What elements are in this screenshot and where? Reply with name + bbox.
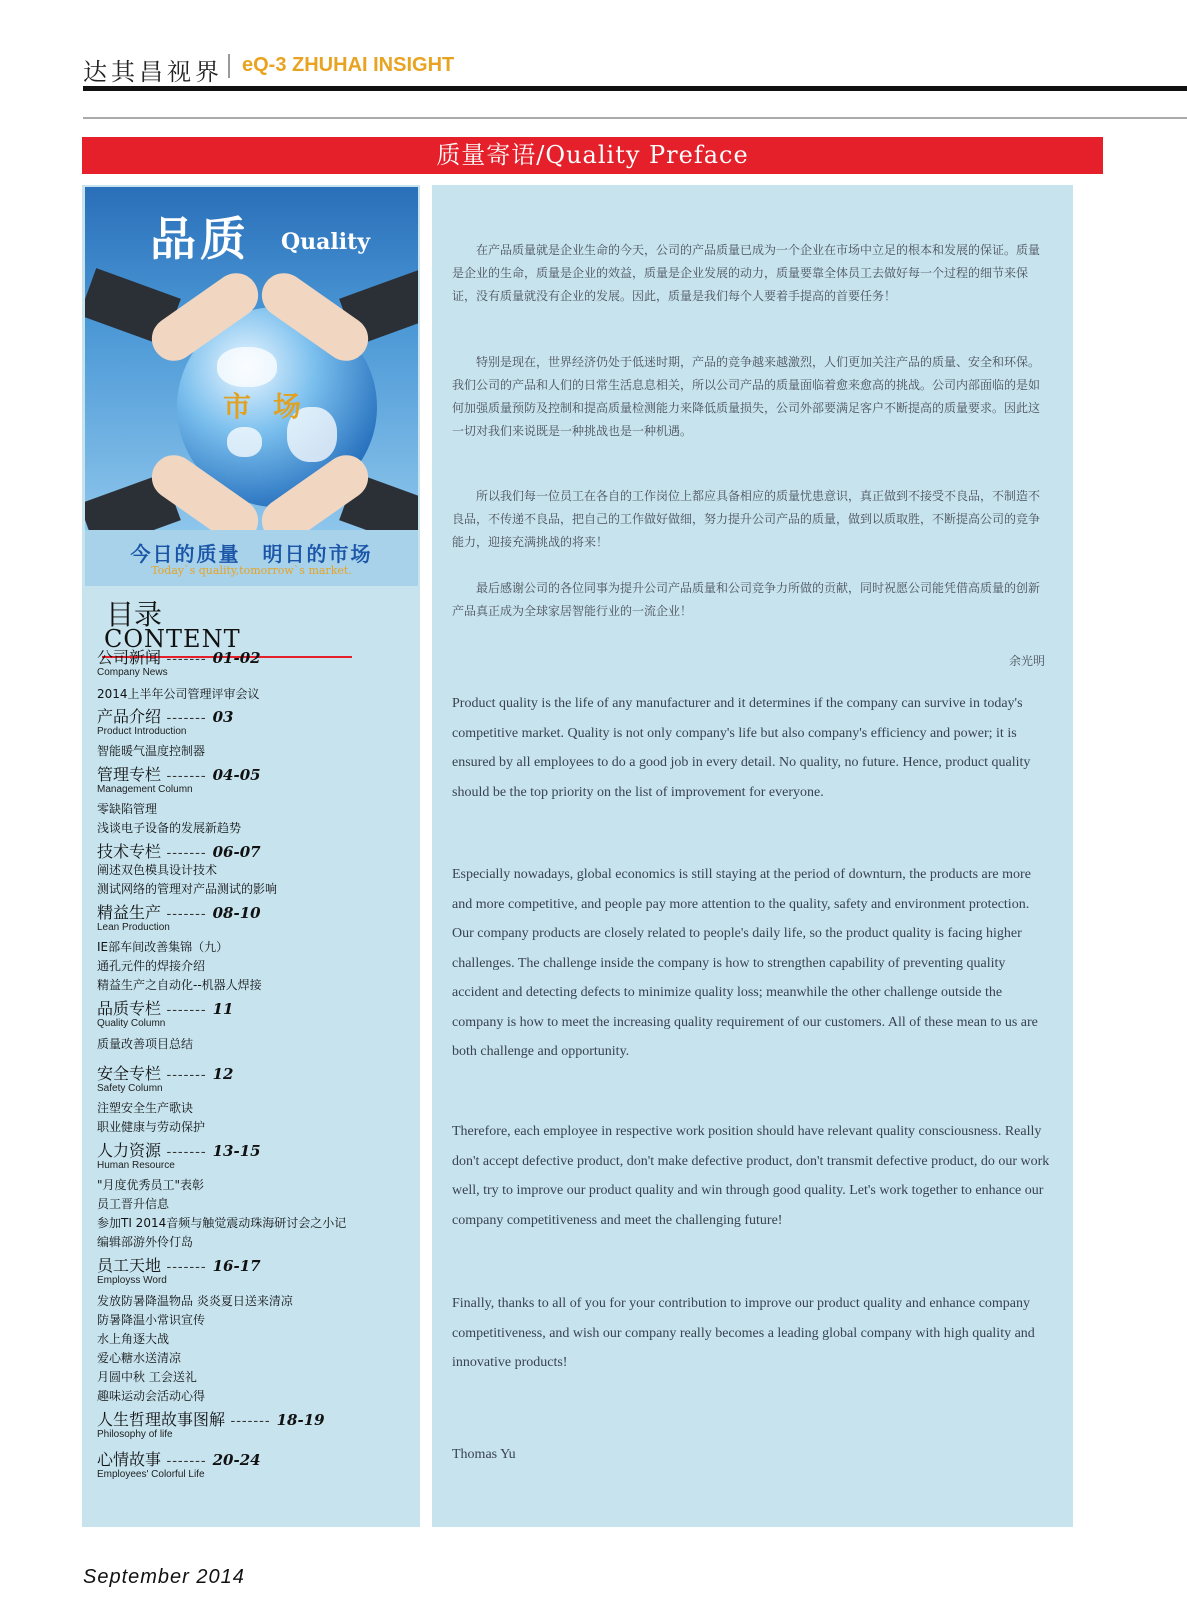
toc-section-pages: 12 xyxy=(212,1065,234,1083)
toc-article[interactable]: 通孔元件的焊接介绍 xyxy=(97,959,206,973)
toc-article[interactable]: IE部车间改善集锦（九） xyxy=(97,940,229,954)
cover-title-en: Quality xyxy=(281,229,371,255)
toc-article[interactable]: 参加TI 2014音频与触觉震动珠海研讨会之小记 xyxy=(97,1216,347,1230)
globe-text: 市场 xyxy=(223,390,324,423)
toc-section-title: 安全专栏 xyxy=(97,1064,162,1083)
toc-article[interactable]: 浅谈电子设备的发展新趋势 xyxy=(97,821,242,835)
toc-section-title: 人生哲理故事图解 xyxy=(97,1410,226,1429)
toc-section-pages: 20-24 xyxy=(212,1451,261,1469)
toc-section-title: 公司新闻 xyxy=(97,648,162,667)
header-rule-thin xyxy=(83,117,1187,119)
preface-cn-paragraph: 最后感谢公司的各位同事为提升公司产品质量和公司竞争力所做的贡献，同时祝愿公司能凭借高质量的创新产品真正成为全球家居智能行业的一流企业！ xyxy=(452,581,1041,618)
toc-section-pages: 01-02 xyxy=(212,649,261,667)
toc-article[interactable]: 职业健康与劳动保护 xyxy=(97,1120,206,1134)
toc-article[interactable]: 智能暖气温度控制器 xyxy=(97,744,206,758)
toc-section[interactable]: 员工天地 ------- 16-17 xyxy=(97,1256,261,1275)
toc-section[interactable]: 产品介绍 ------- 03 xyxy=(97,707,234,726)
toc-section-subtitle: Company News xyxy=(97,667,168,678)
preface-en-paragraph: Therefore, each employee in respective work position should have relevant quality consciousness. Really don't accept defective product, don't make defective product, don't transmit defective product, do our work well, try to improve our product quality and win through good quality. Let's work together to enhance our company competitiveness and meet the challenging future! xyxy=(452,1124,1050,1228)
toc-section-subtitle: Employees' Colorful Life xyxy=(97,1469,205,1480)
preface-cn-paragraph: 在产品质量就是企业生命的今天，公司的产品质量已成为一个企业在市场中立足的根本和发展的保证。质量是企业的生命，质量是企业的效益，质量是企业发展的动力，质量要靠全体员工去做好每一个过程的细节来保证，没有质量就没有企业的发展。因此，质量是我们每个人要着手提高的首要任务！ xyxy=(452,243,1041,303)
toc-article[interactable]: 爱心糖水送清凉 xyxy=(97,1351,182,1365)
toc-article[interactable]: 水上角逐大战 xyxy=(97,1332,170,1346)
cover-image xyxy=(85,187,418,532)
toc-article[interactable]: 月圆中秋 工会送礼 xyxy=(97,1370,197,1384)
preface-column xyxy=(432,185,1073,1527)
preface-en-paragraph: Especially nowadays, global economics is still staying at the period of downturn, the products are more and more competitive, and people pay more attention to the quality, safety and environment protection. Our company products are closely related to people's daily life, so the product quality is facing higher challenges. The challenge inside the company is how to strengthen capability of preventing quality accident and detecting defects to minimize quality loss; meanwhile the other challenge outside the company is how to meet the increasing quality requirement of our customers. All of these mean to us are both challenge and opportunity. xyxy=(452,867,1038,1059)
toc-section-subtitle: Human Resource xyxy=(97,1160,175,1171)
preface-en-signature: Thomas Yu xyxy=(452,1447,516,1462)
toc-section-pages: 16-17 xyxy=(212,1257,261,1275)
header-rule-thick xyxy=(83,86,1187,91)
toc-section-title: 技术专栏 xyxy=(97,842,162,861)
magazine-title-en: eQ-3 ZHUHAI INSIGHT xyxy=(242,54,455,76)
toc-section[interactable]: 精益生产 ------- 08-10 xyxy=(97,903,261,922)
toc-section[interactable]: 安全专栏 ------- 12 xyxy=(97,1064,234,1083)
toc-section[interactable]: 人生哲理故事图解 ------- 18-19 xyxy=(97,1410,325,1429)
toc-section[interactable]: 人力资源 ------- 13-15 xyxy=(97,1141,261,1160)
toc-section-title: 品质专栏 xyxy=(97,999,162,1018)
section-banner: 质量寄语/Quality Preface xyxy=(82,137,1103,174)
toc-section-pages: 08-10 xyxy=(212,904,261,922)
toc-section-subtitle: Employss Word xyxy=(97,1275,167,1286)
toc-article[interactable]: 编辑部游外伶仃岛 xyxy=(97,1235,194,1249)
toc-title-en: CONTENT xyxy=(104,625,241,653)
toc-section[interactable]: 管理专栏 ------- 04-05 xyxy=(97,765,261,784)
toc-section-title: 管理专栏 xyxy=(97,765,162,784)
preface-cn-paragraph: 特别是现在，世界经济仍处于低迷时期，产品的竞争越来越激烈，人们更加关注产品的质量、安全和环保。我们公司的产品和人们的日常生活息息相关，所以公司产品的质量面临着愈来愈高的挑战。公司内部面临的是如何加强质量预防及控制和提高质量检测能力来降低质量损失，公司外部要满足客户不断提高的质量要求。因此这一切对我们来说既是一种挑战也是一种机遇。 xyxy=(452,355,1041,438)
toc-article[interactable]: 零缺陷管理 xyxy=(97,802,158,816)
cover-slogan xyxy=(85,530,418,586)
toc-column xyxy=(82,185,420,1527)
toc-section-title: 精益生产 xyxy=(97,903,162,922)
toc-article[interactable]: 测试网络的管理对产品测试的影响 xyxy=(97,882,278,896)
toc-section-subtitle: Management Column xyxy=(97,784,193,795)
toc-section-pages: 03 xyxy=(212,708,234,726)
preface-cn-paragraph: 所以我们每一位员工在各自的工作岗位上都应具备相应的质量忧患意识，真正做到不接受不良品，不制造不良品，不传递不良品，把自己的工作做好做细，努力提升公司产品的质量，做到以质取胜，不断提高公司的竞争能力，迎接充满挑战的将来！ xyxy=(452,489,1041,549)
toc-section-pages: 11 xyxy=(212,1000,234,1018)
toc-article[interactable]: 阐述双色模具设计技术 xyxy=(97,863,218,877)
header-separator xyxy=(228,54,230,78)
toc-section[interactable]: 品质专栏 ------- 11 xyxy=(97,999,234,1018)
toc-article[interactable]: 2014上半年公司管理评审会议 xyxy=(97,687,260,701)
toc-section-title: 产品介绍 xyxy=(97,707,162,726)
preface-en-paragraph: Finally, thanks to all of you for your contribution to improve our product quality and enhance company competitiveness, and wish our company really becomes a leading global company with high quality and innovative products! xyxy=(452,1296,1035,1370)
toc-section-subtitle: Philosophy of life xyxy=(97,1429,173,1440)
slogan-cn: 今日的质量 明日的市场 xyxy=(130,542,373,566)
toc-section-pages: 18-19 xyxy=(276,1411,325,1429)
toc-section[interactable]: 技术专栏 ------- 06-07 xyxy=(97,842,261,861)
toc-section-title: 心情故事 xyxy=(97,1450,162,1469)
toc-section-title: 人力资源 xyxy=(97,1141,162,1160)
toc-article[interactable]: 质量改善项目总结 xyxy=(97,1037,194,1051)
toc-article[interactable]: 发放防暑降温物品 炎炎夏日送来清凉 xyxy=(97,1294,293,1308)
toc-section-pages: 13-15 xyxy=(212,1142,261,1160)
toc-article[interactable]: 趣味运动会活动心得 xyxy=(97,1389,206,1403)
toc-title-cn: 目录 xyxy=(106,598,163,631)
toc-article[interactable]: 注塑安全生产歌诀 xyxy=(97,1101,194,1115)
preface-cn-signature: 余光明 xyxy=(1008,654,1045,668)
toc-section-subtitle: Lean Production xyxy=(97,922,170,933)
toc-article[interactable]: "月度优秀员工"表彰 xyxy=(97,1178,205,1192)
preface-en-paragraph: Product quality is the life of any manufacturer and it determines if the company can survive in today's competitive market. Quality is not only company's life but also company's efficiency and power; it is ensured by all employees to do a good job in every detail. No quality, no future. Hence, product quality should be the top priority on the list of improvement for everyone. xyxy=(452,696,1031,800)
toc-section-pages: 06-07 xyxy=(212,843,261,861)
toc-section-subtitle: Product Introduction xyxy=(97,726,187,737)
cover-title-cn: 品质 xyxy=(150,212,250,266)
magazine-title-cn: 达其昌视界 xyxy=(83,58,223,86)
toc-section[interactable]: 心情故事 ------- 20-24 xyxy=(97,1450,261,1469)
issue-date: September 2014 xyxy=(83,1566,245,1588)
toc-section-pages: 04-05 xyxy=(212,766,261,784)
toc-section[interactable]: 公司新闻 ------- 01-02 xyxy=(97,648,261,667)
toc-section-subtitle: Quality Column xyxy=(97,1018,166,1029)
slogan-en: Today`s quality,tomorrow`s market. xyxy=(151,564,352,577)
toc-article[interactable]: 精益生产之自动化--机器人焊接 xyxy=(97,978,262,992)
toc-article[interactable]: 员工晋升信息 xyxy=(97,1197,170,1211)
toc-section-subtitle: Safety Column xyxy=(97,1083,163,1094)
toc-section-title: 员工天地 xyxy=(97,1256,162,1275)
toc-article[interactable]: 防暑降温小常识宣传 xyxy=(97,1313,206,1327)
